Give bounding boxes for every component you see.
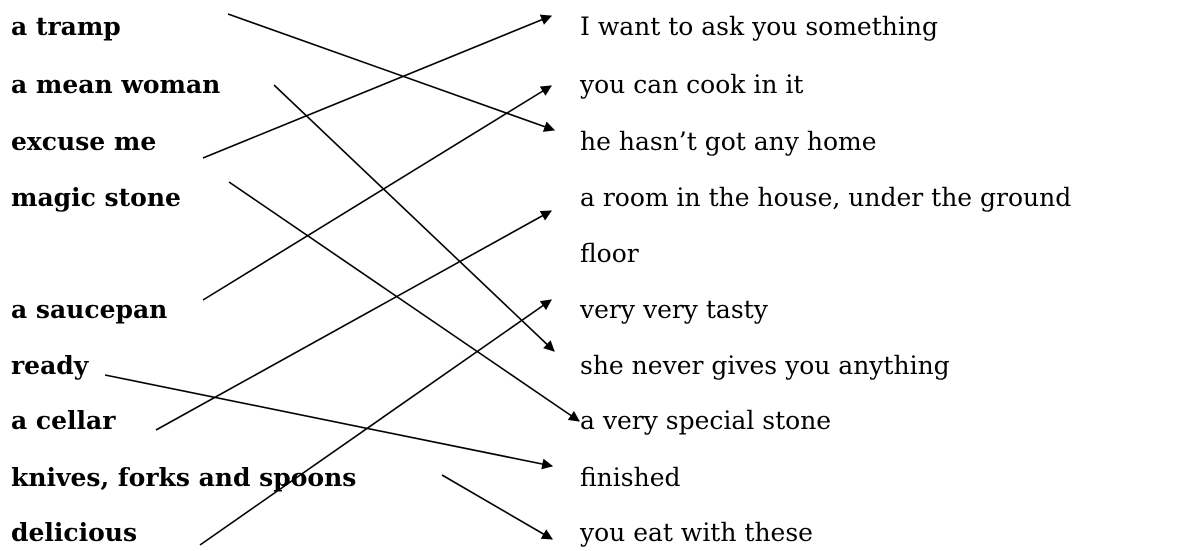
arrow-magic-stone — [229, 182, 579, 421]
definition-finished: finished — [580, 463, 681, 492]
term-magic-stone: magic stone — [11, 183, 181, 212]
term-a-cellar: a cellar — [11, 406, 116, 435]
arrow-a-mean-woman — [274, 85, 554, 351]
definition-cook-in-it: you can cook in it — [580, 70, 804, 99]
term-a-saucepan: a saucepan — [11, 295, 168, 324]
definition-eat-with-these: you eat with these — [580, 518, 813, 547]
definition-no-home: he hasn’t got any home — [580, 127, 877, 156]
term-a-tramp: a tramp — [11, 12, 121, 41]
term-a-mean-woman: a mean woman — [11, 70, 221, 99]
definition-room-under-ground: a room in the house, under the ground — [580, 183, 1072, 212]
arrow-a-cellar — [156, 211, 551, 430]
definition-special-stone: a very special stone — [580, 406, 832, 435]
term-excuse-me: excuse me — [11, 127, 157, 156]
definition-very-tasty: very very tasty — [580, 295, 768, 324]
arrow-a-tramp — [228, 14, 554, 130]
definition-floor: floor — [580, 239, 639, 268]
arrow-knives-forks-spoons — [442, 475, 552, 539]
term-ready: ready — [11, 351, 89, 380]
definition-ask-something: I want to ask you something — [580, 12, 938, 41]
arrow-a-saucepan — [203, 86, 551, 300]
definition-never-gives: she never gives you anything — [580, 351, 950, 380]
term-knives-forks-spoons: knives, forks and spoons — [11, 463, 357, 492]
term-delicious: delicious — [11, 518, 138, 547]
arrow-excuse-me — [203, 16, 551, 158]
